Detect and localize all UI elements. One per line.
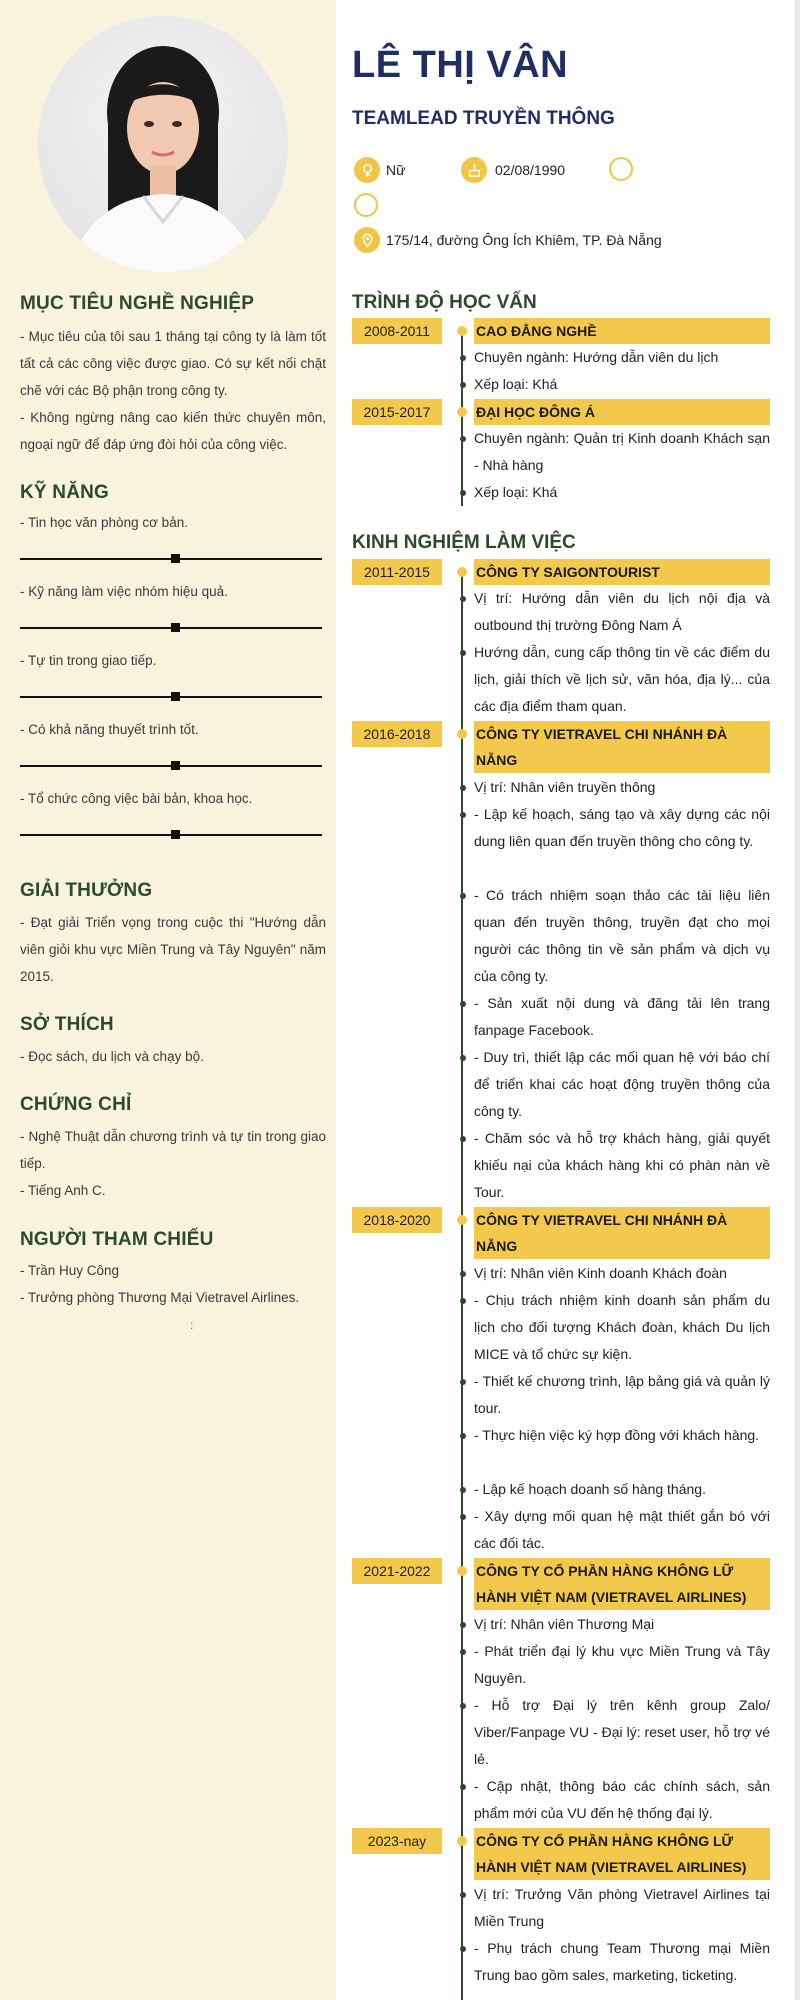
references-text xyxy=(20,1257,326,1311)
experience-company: CÔNG TY CỔ PHẦN HÀNG KHÔNG LỮ HÀNH VIỆT NAM (VIETRAVEL AIRLINES) xyxy=(474,1558,770,1610)
timeline-dot xyxy=(457,407,467,417)
email-icon xyxy=(354,193,378,217)
bullet-dot xyxy=(460,785,466,791)
experience-period: 2011-2015 xyxy=(352,559,442,585)
timeline-dot xyxy=(457,1215,467,1225)
phone-icon xyxy=(609,157,633,181)
experience-detail: Vị trí: Nhân viên truyền thông xyxy=(474,779,656,795)
reference-mark: : xyxy=(190,1318,194,1332)
experience-company: CÔNG TY VIETRAVEL CHI NHÁNH ĐÀ NẴNG xyxy=(474,1207,770,1259)
certificate-line: - Nghệ Thuật dẫn chương trình và tự tin trong giao tiếp. xyxy=(20,1129,326,1171)
candidate-name: LÊ THỊ VÂN xyxy=(352,44,569,86)
certificates-text xyxy=(20,1123,326,1204)
references-heading: NGƯỜI THAM CHIẾU xyxy=(20,1229,214,1250)
experience-detail: - Chăm sóc và hỗ trợ khách hàng, giải quyết khiếu nại của khách hàng khi có phàn nàn về Tour. xyxy=(474,1130,770,1200)
reference-line: - Trần Huy Công xyxy=(20,1263,120,1278)
skill-label: - Tin học văn phòng cơ bản. xyxy=(20,515,188,530)
education-detail: Chuyên ngành: Quản trị Kinh doanh Khách sạn - Nhà hàng xyxy=(474,430,770,473)
timeline-dot xyxy=(457,567,467,577)
hobbies-heading: SỞ THÍCH xyxy=(20,1014,114,1035)
bullet-dot xyxy=(460,1649,466,1655)
skill-label: - Tổ chức công việc bài bản, khoa học. xyxy=(20,791,253,806)
experience-detail: Vị trí: Nhân viên Kinh doanh Khách đoàn xyxy=(474,1265,727,1281)
reference-line: - Trưởng phòng Thương Mại Vietravel Airlines. xyxy=(20,1290,300,1305)
education-period: 2008-2011 xyxy=(352,318,442,344)
experience-detail: - Lập kế hoạch doanh số hàng tháng. xyxy=(474,1481,706,1497)
objective-line: - Mục tiêu của tôi sau 1 tháng tại công ty là làm tốt tất cả các công việc được giao. Có sự kết nối chặt chẽ với các Bộ phận trong công ty. xyxy=(20,329,326,398)
bullet-dot xyxy=(460,596,466,602)
awards-text: - Đạt giải Triển vọng trong cuộc thi "Hướng dẫn viên giỏi khu vực Miền Trung và Tây Nguyên" năm 2015. xyxy=(20,915,326,984)
experience-period: 2016-2018 xyxy=(352,721,442,747)
objective-line: - Không ngừng nâng cao kiến thức chuyên môn, ngoại ngữ để đáp ứng đòi hỏi của công việc. xyxy=(20,410,326,452)
bullet-dot xyxy=(460,436,466,442)
bullet-dot xyxy=(460,1892,466,1898)
bullet-dot xyxy=(460,1055,466,1061)
awards-heading: GIẢI THƯỞNG xyxy=(20,880,153,901)
experience-detail: - Phụ trách chung Team Thương mại Miền Trung bao gồm sales, marketing, ticketing. xyxy=(474,1940,770,1983)
skill-label: - Kỹ năng làm việc nhóm hiệu quả. xyxy=(20,584,228,599)
experience-company: CÔNG TY CỔ PHẦN HÀNG KHÔNG LỮ HÀNH VIỆT NAM (VIETRAVEL AIRLINES) xyxy=(474,1828,770,1880)
timeline-dot xyxy=(457,326,467,336)
skill-bar xyxy=(20,558,322,560)
experience-heading: KINH NGHIỆM LÀM VIỆC xyxy=(352,532,576,553)
bullet-dot xyxy=(460,1433,466,1439)
skills-heading: KỸ NĂNG xyxy=(20,482,110,503)
skill-bar xyxy=(20,834,322,836)
timeline-dot xyxy=(457,1566,467,1576)
bullet-dot xyxy=(460,1136,466,1142)
birthdate-value: 02/08/1990 xyxy=(495,162,566,178)
certificates-heading: CHỨNG CHỈ xyxy=(20,1094,132,1115)
bullet-dot xyxy=(460,1001,466,1007)
skill-label: - Tự tin trong giao tiếp. xyxy=(20,653,157,668)
bullet-dot xyxy=(460,1703,466,1709)
experience-detail: Vị trí: Nhân viên Thương Mại xyxy=(474,1616,655,1632)
education-detail: Xếp loại: Khá xyxy=(474,484,558,500)
bullet-dot xyxy=(460,650,466,656)
skill-bar xyxy=(20,627,322,629)
objective-text xyxy=(20,323,326,458)
bullet-dot xyxy=(460,1622,466,1628)
education-heading: TRÌNH ĐỘ HỌC VẤN xyxy=(352,292,537,313)
skill-level-marker xyxy=(171,623,180,632)
experience-detail: - Có trách nhiệm soạn thảo các tài liệu liên quan đến truyền thông, truyền đạt cho mọi người các thông tin về sản phẩm và dịch vụ của công ty. xyxy=(474,887,770,984)
bullet-dot xyxy=(460,1487,466,1493)
gender-icon xyxy=(354,157,380,183)
experience-detail: - Phát triển đại lý khu vực Miền Trung và Tây Nguyên. xyxy=(474,1643,770,1686)
experience-company: CÔNG TY SAIGONTOURIST xyxy=(474,559,770,585)
experience-detail: - Cập nhật, thông báo các chính sách, sản phẩm mới của VU đến hệ thống đại lý. xyxy=(474,1778,770,1821)
experience-detail: - Sản xuất nội dung và đăng tải lên trang fanpage Facebook. xyxy=(474,995,770,1038)
education-detail: Xếp loại: Khá xyxy=(474,376,558,392)
bullet-dot xyxy=(460,1946,466,1952)
experience-period: 2018-2020 xyxy=(352,1207,442,1233)
gender-value: Nữ xyxy=(386,162,406,178)
bullet-dot xyxy=(460,812,466,818)
skill-bar xyxy=(20,696,322,698)
experience-detail: - Thiết kế chương trình, lập bảng giá và quản lý tour. xyxy=(474,1373,770,1416)
education-period: 2015-2017 xyxy=(352,399,442,425)
certificate-line: - Tiếng Anh C. xyxy=(20,1183,106,1198)
skill-bar xyxy=(20,765,322,767)
skill-level-marker xyxy=(171,830,180,839)
objective-heading: MỤC TIÊU NGHỀ NGHIỆP xyxy=(20,293,255,314)
avatar xyxy=(38,16,288,272)
birthday-cake-icon xyxy=(461,157,487,183)
experience-detail: Hướng dẫn, cung cấp thông tin về các điểm du lịch, giải thích về lịch sử, văn hóa, địa lý... của các địa điểm tham quan. xyxy=(474,644,770,714)
bullet-dot xyxy=(460,382,466,388)
skill-level-marker xyxy=(171,761,180,770)
skill-level-marker xyxy=(171,554,180,563)
bullet-dot xyxy=(460,490,466,496)
location-icon xyxy=(354,227,380,253)
education-school: CAO ĐẲNG NGHỀ xyxy=(474,318,770,344)
address-value: 175/14, đường Ông Ích Khiêm, TP. Đà Nẵng xyxy=(386,232,662,248)
skill-level-marker xyxy=(171,692,180,701)
experience-company: CÔNG TY VIETRAVEL CHI NHÁNH ĐÀ NẴNG xyxy=(474,721,770,773)
experience-detail: Vị trí: Trưởng Văn phòng Vietravel Airlines tại Miền Trung xyxy=(474,1886,770,1929)
bullet-dot xyxy=(460,1271,466,1277)
education-school: ĐẠI HỌC ĐÔNG Á xyxy=(474,399,770,425)
candidate-title: TEAMLEAD TRUYỀN THÔNG xyxy=(352,108,615,129)
experience-detail: - Xây dựng mối quan hệ mật thiết gắn bó với các đối tác. xyxy=(474,1508,770,1551)
experience-period: 2021-2022 xyxy=(352,1558,442,1584)
bullet-dot xyxy=(460,893,466,899)
bullet-dot xyxy=(460,1379,466,1385)
experience-detail: - Hỗ trợ Đại lý trên kênh group Zalo/ Viber/Fanpage VU - Đại lý: reset user, hỗ trợ vé lẻ. xyxy=(474,1697,770,1767)
experience-detail: - Duy trì, thiết lập các mối quan hệ với báo chí để triển khai các hoạt động truyền thông của công ty. xyxy=(474,1049,770,1119)
education-detail: Chuyên ngành: Hướng dẫn viên du lịch xyxy=(474,349,719,365)
skill-label: - Có khả năng thuyết trình tốt. xyxy=(20,722,199,737)
experience-period: 2023-nay xyxy=(352,1828,442,1854)
experience-detail: - Lập kế hoạch, sáng tạo và xây dựng các nội dung liên quan đến truyền thông cho công ty. xyxy=(474,806,770,849)
sidebar xyxy=(0,0,336,2000)
bullet-dot xyxy=(460,1784,466,1790)
experience-detail: Vị trí: Hướng dẫn viên du lịch nội địa và outbound thị trường Đông Nam Á xyxy=(474,590,770,633)
timeline-dot xyxy=(457,729,467,739)
bullet-dot xyxy=(460,355,466,361)
timeline-dot xyxy=(457,1836,467,1846)
experience-detail: - Chịu trách nhiệm kinh doanh sản phẩm du lịch cho đối tượng Khách đoàn, khách Du lịch MICE và tổ chức sự kiện. xyxy=(474,1292,770,1362)
hobbies-text: - Đọc sách, du lịch và chạy bộ. xyxy=(20,1049,204,1064)
bullet-dot xyxy=(460,1514,466,1520)
experience-detail: - Thực hiện việc ký hợp đồng với khách hàng. xyxy=(474,1427,760,1443)
bullet-dot xyxy=(460,1298,466,1304)
